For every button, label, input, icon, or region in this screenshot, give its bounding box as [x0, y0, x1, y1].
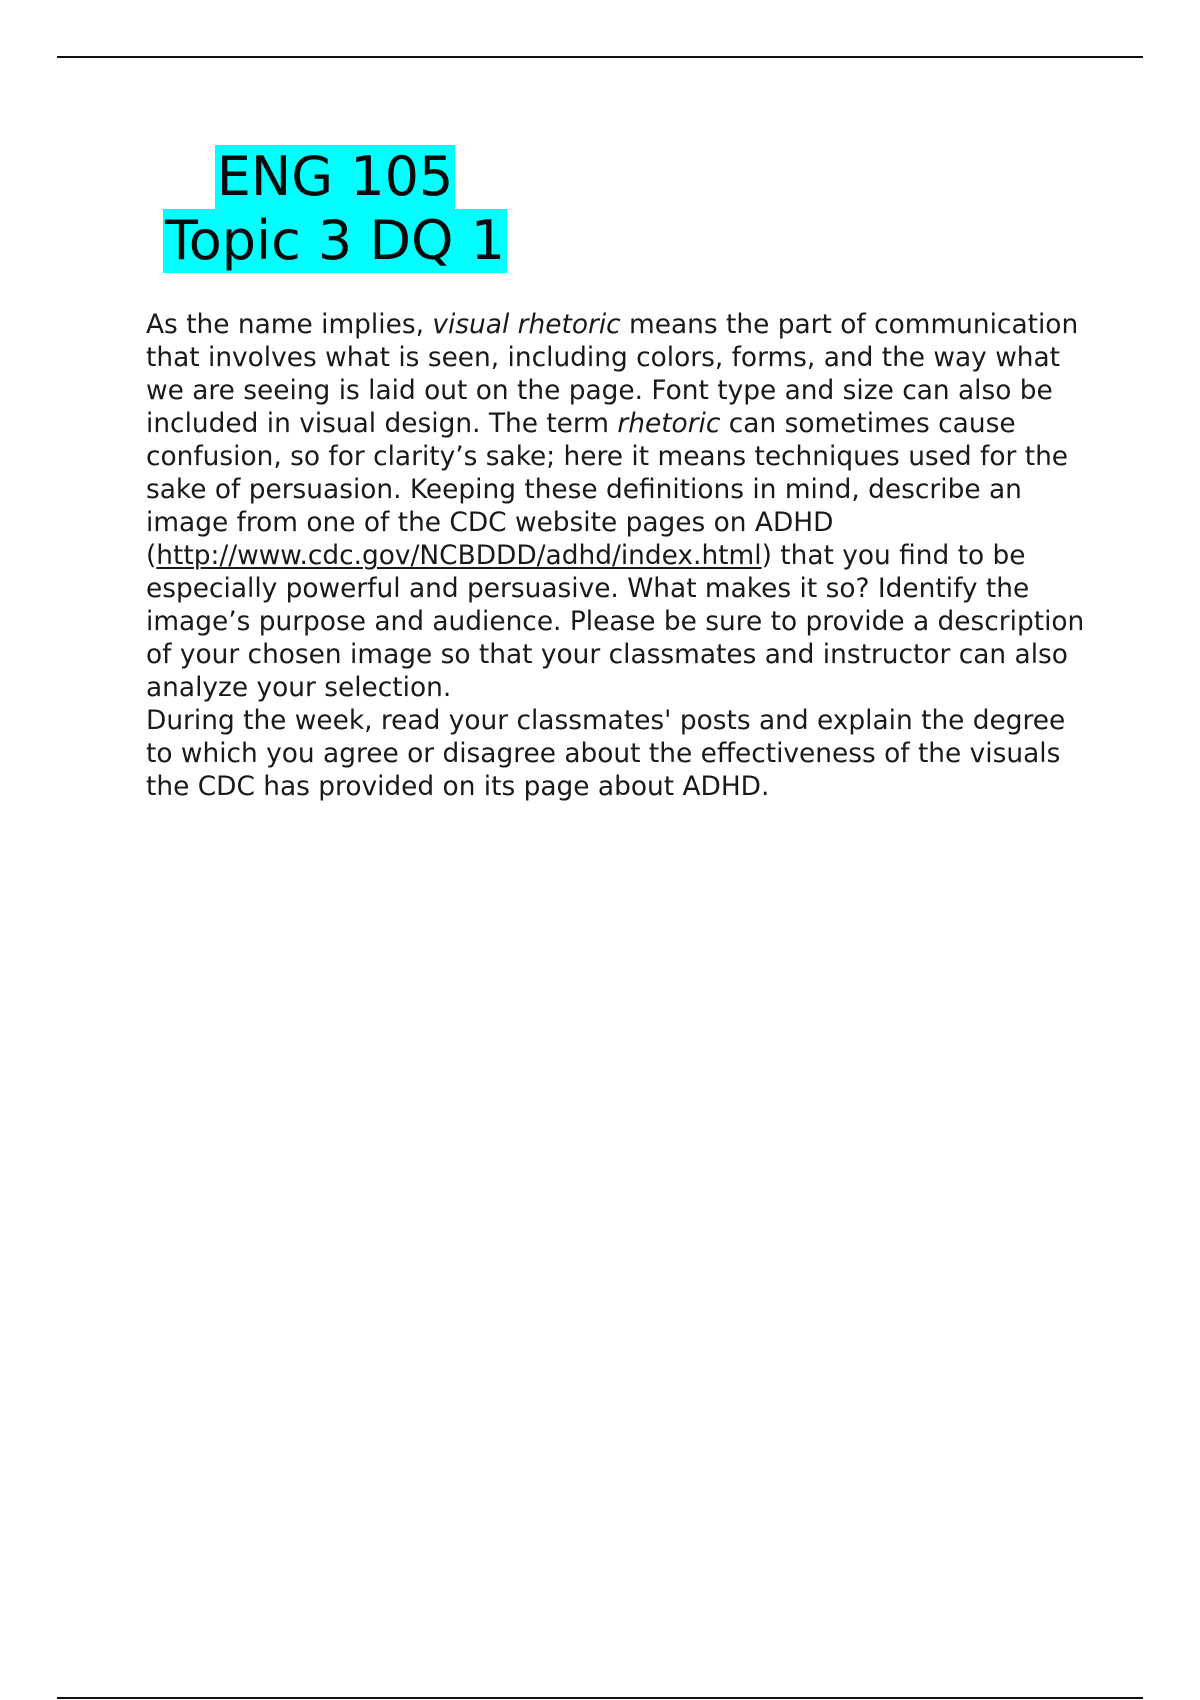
- prompt-paragraph: [146, 308, 1086, 704]
- header-rule: [57, 56, 1143, 58]
- prompt-text-3: can sometimes cause confusion, so for clarity’s sake; here it means techniques used for the sake of persuasion. Keeping these definitions in mind, describe an image from one of the CDC website pages on ADHD (: [146, 408, 1069, 571]
- term-visual-rhetoric: visual rhetoric: [432, 309, 621, 340]
- footer-rule: [57, 1697, 1143, 1699]
- cdc-adhd-link[interactable]: http://www.cdc.gov/NCBDDD/adhd/index.html: [156, 540, 762, 571]
- title-line-topic: Topic 3 DQ 1: [164, 209, 506, 272]
- title-line-course: ENG 105: [216, 145, 454, 208]
- prompt-text-4: ) that you find to be especially powerful and persuasive. What makes it so? Identify the image’s purpose and audience. Please be sure to provide a description of your chosen image so that your classmates and instructor can also analyze your selection.: [146, 540, 1085, 703]
- prompt-text-1: As the name implies,: [146, 309, 433, 340]
- prompt-text-2: means the part of communication that involves what is seen, including colors, forms, and the way what we are seeing is laid out on the page. Font type and size can also be included in visual design. The term: [146, 309, 1079, 439]
- followup-paragraph: During the week, read your classmates' posts and explain the degree to which you agree or disagree about the effectiveness of the visuals the CDC has provided on its page about ADHD.: [146, 705, 1066, 802]
- document-body: [146, 308, 1086, 803]
- term-rhetoric: rhetoric: [617, 408, 721, 439]
- document-title: [150, 145, 520, 273]
